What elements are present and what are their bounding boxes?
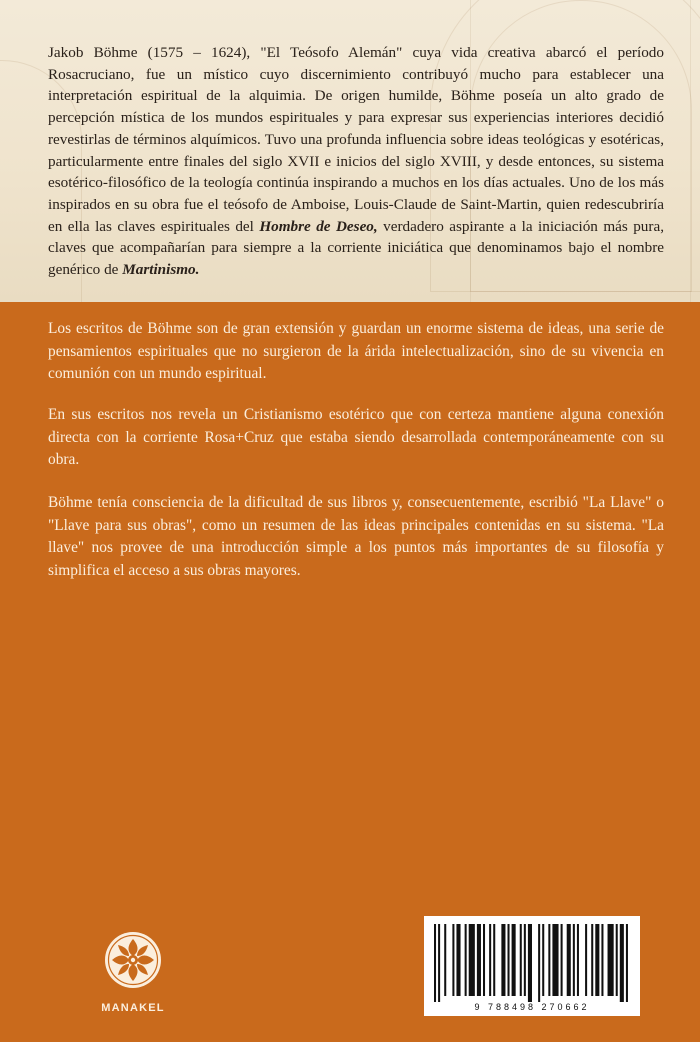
barcode-bar — [528, 924, 532, 1002]
barcode-bar — [548, 924, 550, 996]
intro-emphasis-martinismo: Martinismo. — [122, 261, 200, 279]
barcode-bar — [483, 924, 485, 996]
intro-text-2: verdadero aspirante a la iniciación más pura, claves que acompañarían para siempre a la corriente iniciática que denominamos bajo el nombre genérico de — [48, 217, 664, 279]
intro-paragraph — [48, 42, 664, 281]
barcode-bar — [595, 924, 599, 996]
barcode-bar — [493, 924, 495, 996]
barcode-bar — [626, 924, 628, 1002]
barcode-bar — [538, 924, 540, 1002]
body-paragraph-1: Los escritos de Böhme son de gran extensión y guardan un enorme sistema de ideas, una serie de pensamientos espirituales que no surgieron de la árida intelectualización, sino de su vivencia en comunión con un mundo espiritual. — [48, 320, 664, 383]
barcode-number: 9 788498 270662 — [474, 1002, 590, 1012]
intro-panel — [0, 0, 700, 302]
publisher-name: MANAKEL — [101, 1002, 165, 1014]
manakel-logo-icon — [103, 930, 163, 990]
barcode-bars — [434, 924, 630, 1002]
barcode-bar — [561, 924, 563, 996]
barcode-bar — [434, 924, 436, 1002]
barcode-bar — [452, 924, 454, 996]
barcode-bar — [456, 924, 460, 996]
barcode-bar — [601, 924, 603, 996]
barcode-bar — [620, 924, 624, 1002]
barcode-bar — [585, 924, 587, 996]
barcode-bar — [616, 924, 618, 996]
barcode-bar — [508, 924, 510, 996]
barcode-bar — [542, 924, 544, 996]
background-column-line — [690, 0, 691, 302]
barcode-bar — [501, 924, 505, 996]
body-paragraph-3: Böhme tenía consciencia de la dificultad de sus libros y, consecuentemente, escribió "La Llave" o "Llave para sus obras", como un resumen de las ideas principales contenidas en su sistema. "La llave" nos provee de una introducción simple a los puntos más importantes de su filosofía y simplifica el acceso a sus obras mayores. — [48, 494, 664, 579]
isbn-barcode-icon — [424, 916, 640, 1016]
barcode-bar — [567, 924, 571, 996]
barcode-bar — [552, 924, 558, 996]
barcode-bar — [608, 924, 614, 996]
barcode-bar — [444, 924, 446, 996]
barcode-bar — [591, 924, 593, 996]
intro-text-1: Jakob Böhme (1575 – 1624), "El Teósofo Alemán" cuya vida creativa abarcó el período Rosacruciano, fue un místico cuyo discernimiento contribuyó mucho para establecer una interpretación espiritual de la alquimia. De origen humilde, Böhme poseía un alto grado de percepción mística de los mundos espirituales y para expresar sus experiencias interiores decidió revestirlas de términos alquímicos. Tuvo una profunda influencia sobre ideas teológicas y esotéricas, particularmente entre finales del siglo XVII e inicios del siglo XVIII, y desde entonces, su sistema esotérico-filosófico de la teología continúa inspirando a muchos en los días actuales. Uno de los más inspirados en su obra fue el teósofo de Amboise, Louis-Claude de Saint-Martin, quien redescubriría en ella las claves espirituales del — [48, 44, 664, 235]
barcode-bar — [512, 924, 516, 996]
barcode-bar — [520, 924, 522, 996]
barcode-bar — [465, 924, 467, 996]
barcode-bar — [573, 924, 575, 996]
intro-emphasis-hombre-de-deseo: Hombre de Deseo, — [259, 217, 378, 235]
barcode-bar — [489, 924, 491, 996]
barcode-bar — [524, 924, 526, 996]
body-paragraph-2: En sus escritos nos revela un Cristianismo esotérico que con certeza mantiene alguna conexión directa con la corriente Rosa+Cruz que estaba siendo desarrollada contemporáneamente con su obra. — [48, 406, 664, 469]
barcode-bar — [577, 924, 579, 996]
barcode-bar — [438, 924, 440, 1002]
barcode-bar — [469, 924, 475, 996]
barcode-bar — [477, 924, 481, 996]
